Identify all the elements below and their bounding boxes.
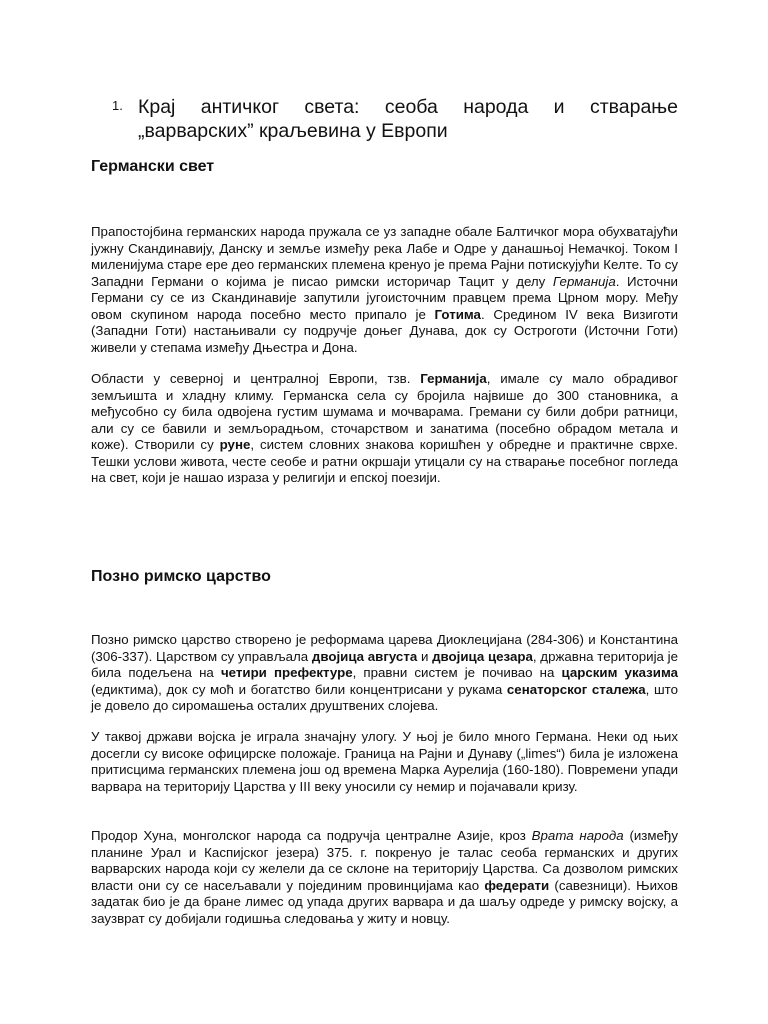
paragraph-roman-army	[91, 729, 678, 795]
text-run: , што је довело до сиромашења осталих друштвених слојева.	[91, 681, 678, 713]
text-run: Позно римско царство створено је реформама царева Диоклецијана (284-306) и Константина (306-337). Царством су управљала	[91, 632, 678, 664]
text-run: , имале су мало обрадивог земљишта и хладну климу. Германска села су бројила највише до 300 становника, а међусобно су била одвојена густим шумама и мочварама. Гремани су били добри ратници, али су се бавили и земљорадњом, сточарством и занатима (посебно обрадом метала и коже). Створили су	[91, 371, 678, 452]
text-run: , државна територија је била подељена на	[91, 648, 678, 680]
chapter-title: Крај античког света: сеоба народа и стварање „варварских” краљевина у Европи	[138, 96, 678, 142]
text-run: Продор Хуна, монголског народа са подручја централне Азије, кроз	[91, 828, 532, 843]
text-run: (едиктима), док су моћ и богатство били концентрисани у рукама	[91, 681, 507, 697]
bold-term: царским указима	[561, 665, 678, 680]
bold-term: двојица августа	[311, 648, 418, 664]
italic-term: Врата народа	[531, 828, 624, 843]
text-run: У таквој држави војска је играла значајну улогу. У њој је било много Германа. Неки од њих досегли су високе официрске положаје. Граница на Рајни и Дунаву („limes“) била је изложена притисцима германских племена још од времена Марка Аурелија (160-180). Повремени упади варвара на територију Царства у III веку уносили су немир и појачавали кризу.	[91, 729, 678, 794]
paragraph-late-roman-reforms	[91, 632, 678, 715]
text-run: , систем словних знакова коришћен у обредне и практичне сврхе. Тешки услови живота, честе сеобе и ратни окршаји утицали су на стварање посебног погледа на свет, који је нашао израза у религији и епској поезији.	[91, 437, 678, 485]
bold-term: федерати	[484, 877, 550, 893]
text-run: . Источни Германи су се из Скандинавије запутили југоисточним правцем према Црном мору. Међу овом скупином народа посебно место припало је	[91, 273, 678, 322]
text-run: , правни систем је почивао на	[352, 665, 562, 680]
bold-term: четири префектуре	[220, 665, 353, 680]
paragraph-germanic-homeland	[91, 224, 678, 356]
chapter-number: 1.	[112, 98, 123, 113]
bold-term: двојица цезара	[432, 648, 533, 664]
text-run: . Средином IV века Визиготи (Западни Готи) настањивали су подручје доњег Дунава, док су Остроготи (Источни Готи) живели у степама између Дњестра и Дона.	[91, 306, 679, 355]
paragraph-germania-regions	[91, 371, 678, 487]
italic-term: Германија	[552, 273, 616, 289]
paragraph-huns-invasion	[91, 828, 678, 927]
bold-term: руне	[219, 437, 251, 452]
chapter-heading	[112, 95, 678, 143]
bold-term: Германија	[420, 371, 487, 386]
text-run: Прапостојбина германских народа пружала се уз западне обале Балтичког мора обухватајући јужну Скандинавију, Данску и земље између река Лабе и Одре у данашњој Немачкој. Током I миленијума старе ере део германских племена кренуо је према Рајни потискујући Келте. То су Западни Германи о којима је писао римски историчар Тацит у делу	[91, 224, 678, 289]
text-run: и	[417, 648, 433, 664]
text-run: (између планине Урал и Каспијског језера) 375. г. покренуо је талас сеоба германских и других варварских народа који су желели да се склоне на територију Царства. Са дозволом римских власти они су се насељавали у појединим провинцијама као	[91, 828, 678, 893]
text-run: Области у северној и централној Европи, тзв.	[91, 371, 421, 386]
section-heading-late-roman-empire: Позно римско царство	[91, 568, 271, 585]
bold-term: Готима	[434, 306, 481, 322]
bold-term: сенаторског сталежа	[506, 681, 646, 697]
text-run: (савезници). Њихов задатак био је да бране лимес од упада других варвара и да шаљу одреде у римску војску, а заузврат су добијали годишња следовања у житу и новцу.	[91, 877, 678, 926]
section-heading-germanic-world: Германски свет	[91, 158, 215, 175]
